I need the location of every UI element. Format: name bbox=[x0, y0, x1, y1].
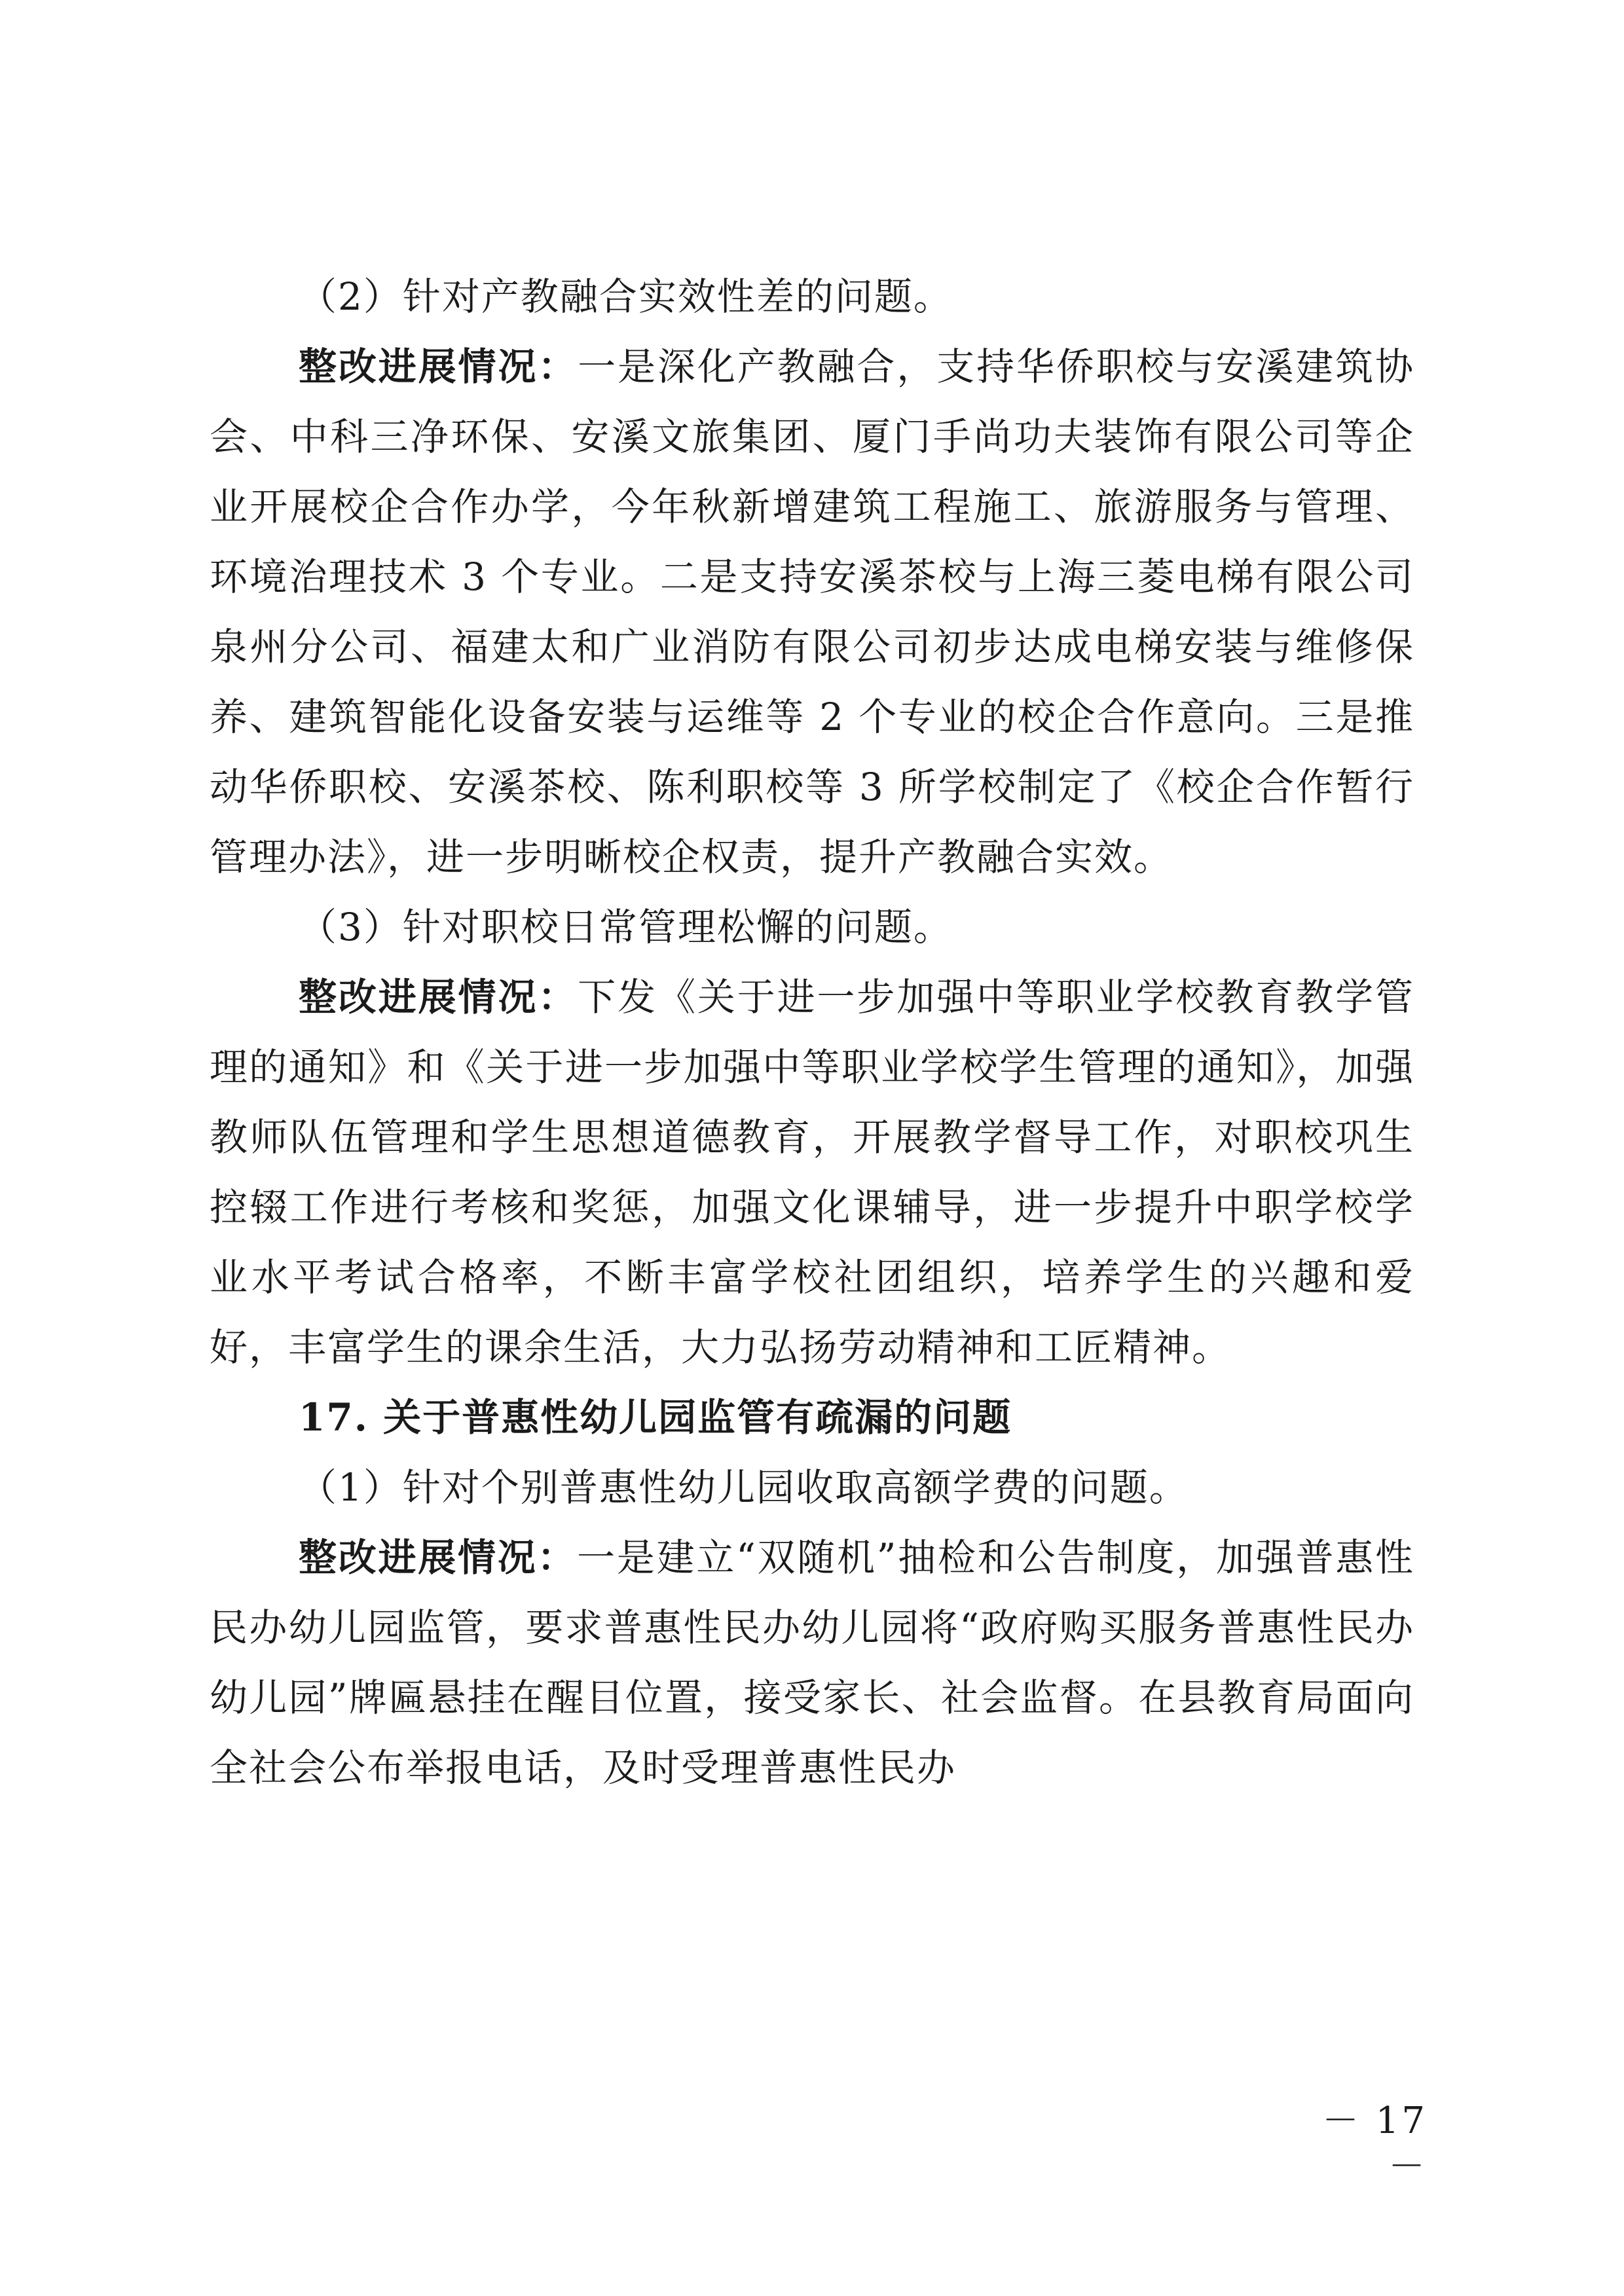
page-number: － 17 － bbox=[1321, 2100, 1428, 2188]
progress-paragraph-item-1 bbox=[210, 1523, 1414, 1803]
section-heading-text: 17. 关于普惠性幼儿园监管有疏漏的问题 bbox=[299, 1395, 1012, 1440]
subheading-item-2 bbox=[210, 262, 1414, 332]
progress-paragraph-item-3 bbox=[210, 962, 1414, 1383]
subheading-item-1 bbox=[210, 1453, 1414, 1523]
subheading-text: （1）针对个别普惠性幼儿园收取高额学费的问题。 bbox=[299, 1465, 1189, 1510]
progress-label: 整改进展情况： bbox=[299, 344, 578, 389]
progress-text: 下发《关于进一步加强中等职业学校教育教学管理的通知》和《关于进一步加强中等职业学校学生管理的通知》，加强教师队伍管理和学生思想道德教育，开展教学督导工作，对职校巩生控辍工作进行考核和奖惩，加强文化课辅导，进一步提升中职学校学业水平考试合格率，不断丰富学校社团组织，培养学生的兴趣和爱好，丰富学生的课余生活，大力弘扬劳动精神和工匠精神。 bbox=[210, 975, 1414, 1370]
progress-paragraph-item-2 bbox=[210, 332, 1414, 892]
progress-text: 一是建立“双随机”抽检和公告制度，加强普惠性民办幼儿园监管，要求普惠性民办幼儿园将“政府购买服务普惠性民办幼儿园”牌匾悬挂在醒目位置，接受家长、社会监督。在县教育局面向全社会公布举报电话，及时受理普惠性民办 bbox=[210, 1535, 1414, 1790]
progress-text: 一是深化产教融合，支持华侨职校与安溪建筑协会、中科三净环保、安溪文旅集团、厦门手尚功夫装饰有限公司等企业开展校企合作办学，今年秋新增建筑工程施工、旅游服务与管理、环境治理技术 3 个专业。二是支持安溪茶校与上海三菱电梯有限公司泉州分公司、福建太和广业消防有限公司初步达成电梯安装与维修保养、建筑智能化设备安装与运维等 2 个专业的校企合作意向。三是推动华侨职校、安溪茶校、陈利职校等 3 所学校制定了《校企合作暂行管理办法》，进一步明晰校企权责，提升产教融合实效。 bbox=[210, 344, 1414, 879]
progress-label: 整改进展情况： bbox=[299, 1535, 578, 1580]
subheading-item-3 bbox=[210, 892, 1414, 962]
document-body bbox=[210, 262, 1414, 1803]
progress-label: 整改进展情况： bbox=[299, 975, 578, 1019]
subheading-text: （3）针对职校日常管理松懈的问题。 bbox=[299, 905, 953, 949]
section-heading-17 bbox=[210, 1383, 1414, 1453]
subheading-text: （2）针对产教融合实效性差的问题。 bbox=[299, 274, 953, 319]
